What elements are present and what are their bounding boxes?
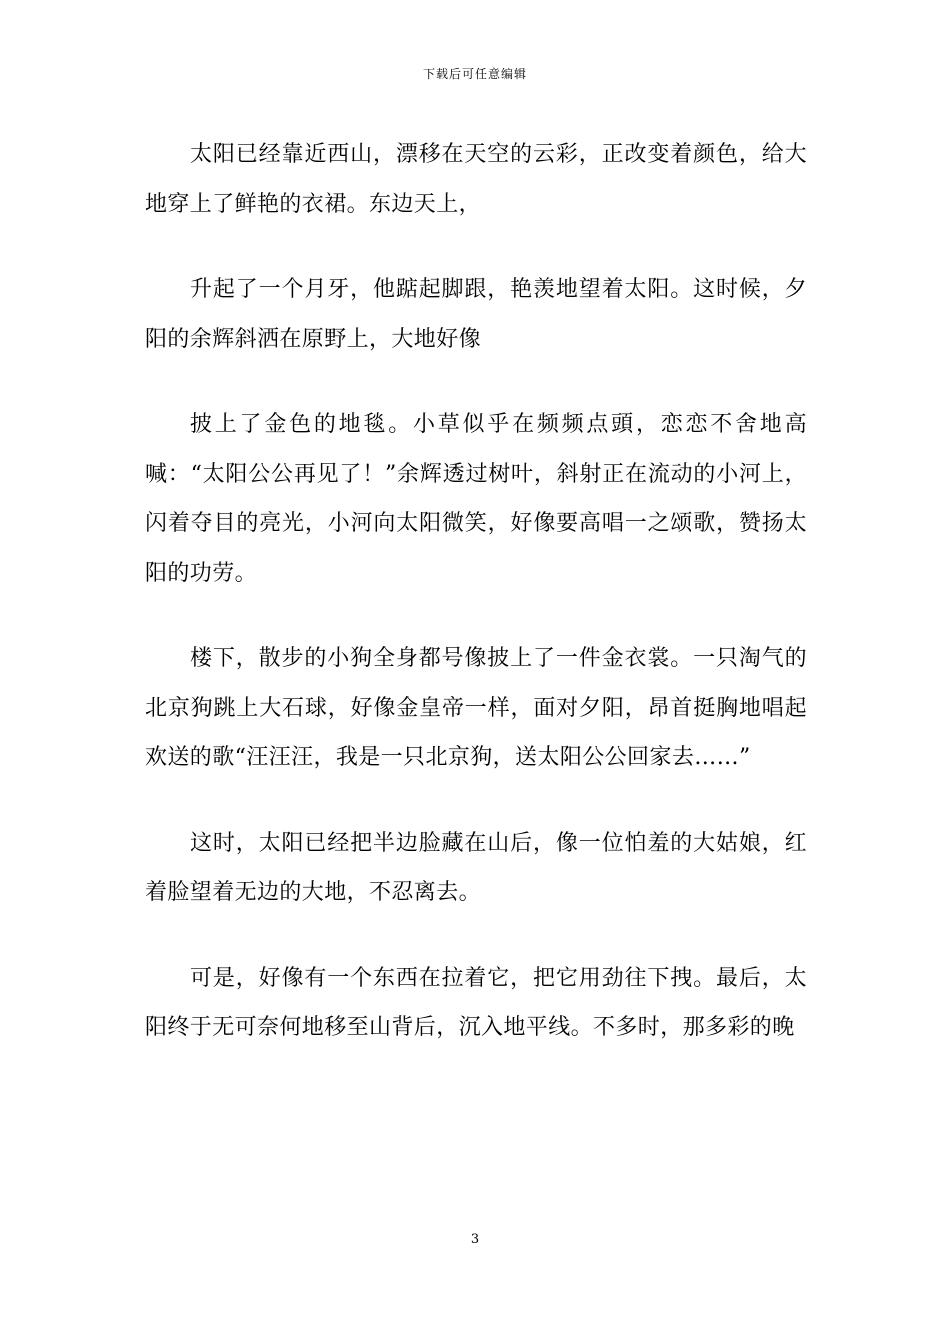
page-header: 下载后可任意编辑 bbox=[422, 67, 527, 81]
paragraph: 可是，好像有一个东西在拉着它，把它用劲往下拽。最后，太阳终于无可奈何地移至山背后，沉入地平线。不多时，那多彩的晚 bbox=[145, 965, 807, 1040]
paragraph: 披上了金色的地毯。小草似乎在频频点頭，恋恋不舍地高喊：“太阳公公再见了！”余辉透过树叶，斜射正在流动的小河上，闪着夺目的亮光，小河向太阳微笑，好像要高唱一之颂歌，赞扬太阳的功劳。 bbox=[145, 412, 807, 586]
paragraph: 楼下，散步的小狗全身都号像披上了一件金衣裳。一只淘气的北京狗跳上大石球，好像金皇帝一样，面对夕阳，昂首挺胸地唱起欢送的歌“汪汪汪，我是一只北京狗，送太阳公公回家去……” bbox=[145, 646, 807, 770]
paragraph: 升起了一个月牙，他踮起脚跟，艳羡地望着太阳。这时候，夕阳的余辉斜洒在原野上，大地好像 bbox=[145, 277, 807, 352]
document-body bbox=[145, 130, 807, 1053]
paragraph: 这时，太阳已经把半边脸藏在山后，像一位怕羞的大姑娘，红着脸望着无边的大地，不忍离去。 bbox=[145, 830, 807, 905]
paragraph: 太阳已经靠近西山，漂移在天空的云彩，正改变着颜色，给大地穿上了鲜艳的衣裙。东边天上， bbox=[145, 142, 807, 217]
page-number: 3 bbox=[470, 1232, 480, 1247]
